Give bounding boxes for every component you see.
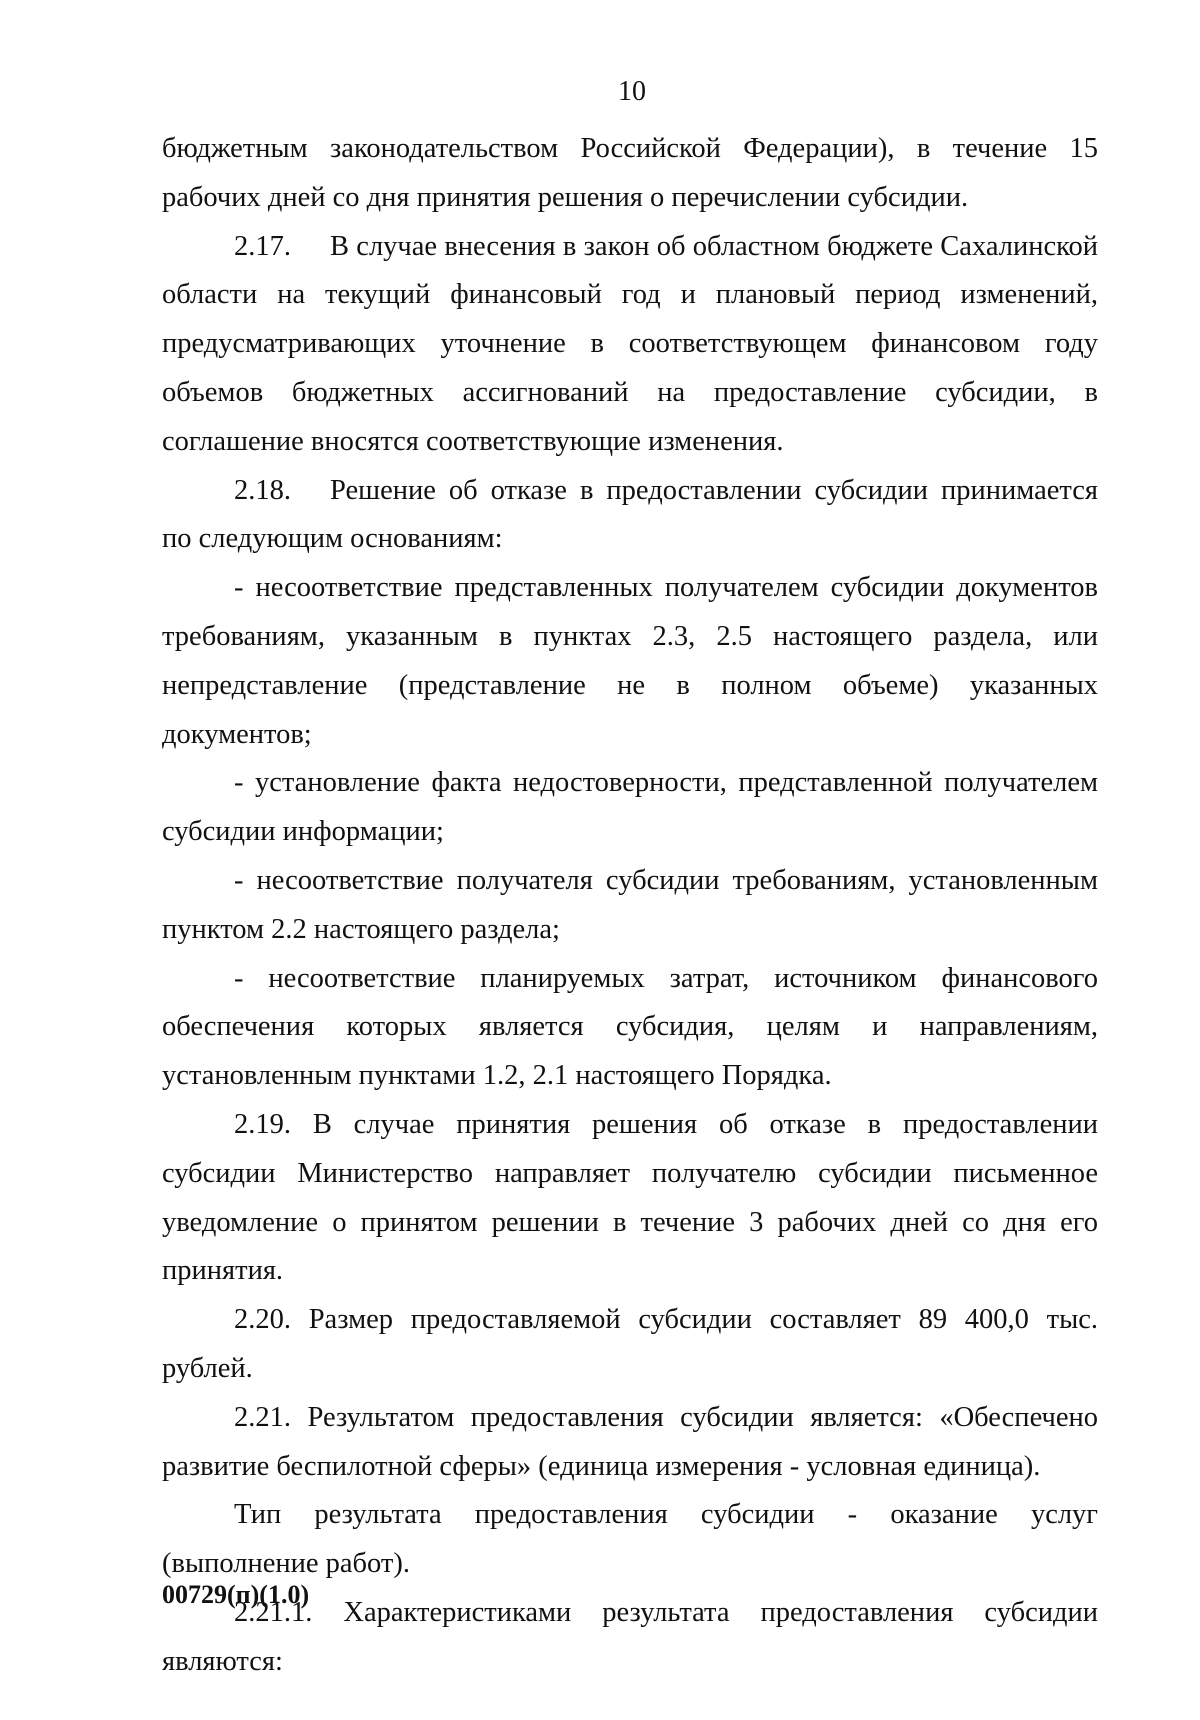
clause-text: В случае внесения в закон об областном бюджете Сахалинской области на текущий финансовый год и плановый период изменений, предусматривающих уточнение в соответствующем финансовом году объемов бюджетных ассигнований на предоставление субсидии, в соглашение вносятся соответствующие изменения. [162,230,1098,457]
list-item: - установление факта недостоверности, представленной получателем субсидии информации; [162,767,1098,848]
page-number: 10 [618,76,646,107]
list-item: - несоответствие получателя субсидии требованиям, установленным пунктом 2.2 настоящего раздела; [162,864,1098,945]
clause-number: 2.17. [234,230,291,262]
clause-text: Решение об отказе в предоставлении субсидии принимается по следующим основаниям: [162,474,1098,555]
paragraph-continuation: бюджетным законодательством Российской Федерации), в течение 15 рабочих дней со дня принятия решения о перечислении субсидии. [162,133,1098,213]
list-item: - несоответствие представленных получателем субсидии документов требованиям, указанным в пунктах 2.3, 2.5 настоящего раздела, или непредставление (представление не в полном объеме) указанных документов; [162,572,1098,750]
paragraph-2-19: 2.19. В случае принятия решения об отказе в предоставлении субсидии Министерство направляет получателю субсидии письменное уведомление о принятом решении в течение 3 рабочих дней со дня его принятия. [162,1108,1098,1287]
paragraph-2-21: 2.21. Результатом предоставления субсидии является: «Обеспечено развитие беспилотной сферы» (единица измерения - условная единица). [162,1401,1098,1482]
document-body [162,125,1098,1687]
paragraph-2-20: 2.20. Размер предоставляемой субсидии составляет 89 400,0 тыс. рублей. [162,1304,1098,1384]
paragraph-2-17 [162,223,1098,467]
clause-number: 2.18. [234,474,291,506]
paragraph-2-21-1: 2.21.1. Характеристиками результата предоставления субсидии являются: [162,1596,1098,1677]
paragraph-result-type: Тип результата предоставления субсидии - оказание услуг (выполнение работ). [162,1499,1098,1580]
document-code: 00729(п)(1.0) [162,1580,310,1609]
list-item: - несоответствие планируемых затрат, источником финансового обеспечения которых является субсидия, целям и направлениям, установленным пунктами 1.2, 2.1 настоящего Порядка. [162,962,1098,1092]
paragraph-2-18 [162,467,1098,565]
